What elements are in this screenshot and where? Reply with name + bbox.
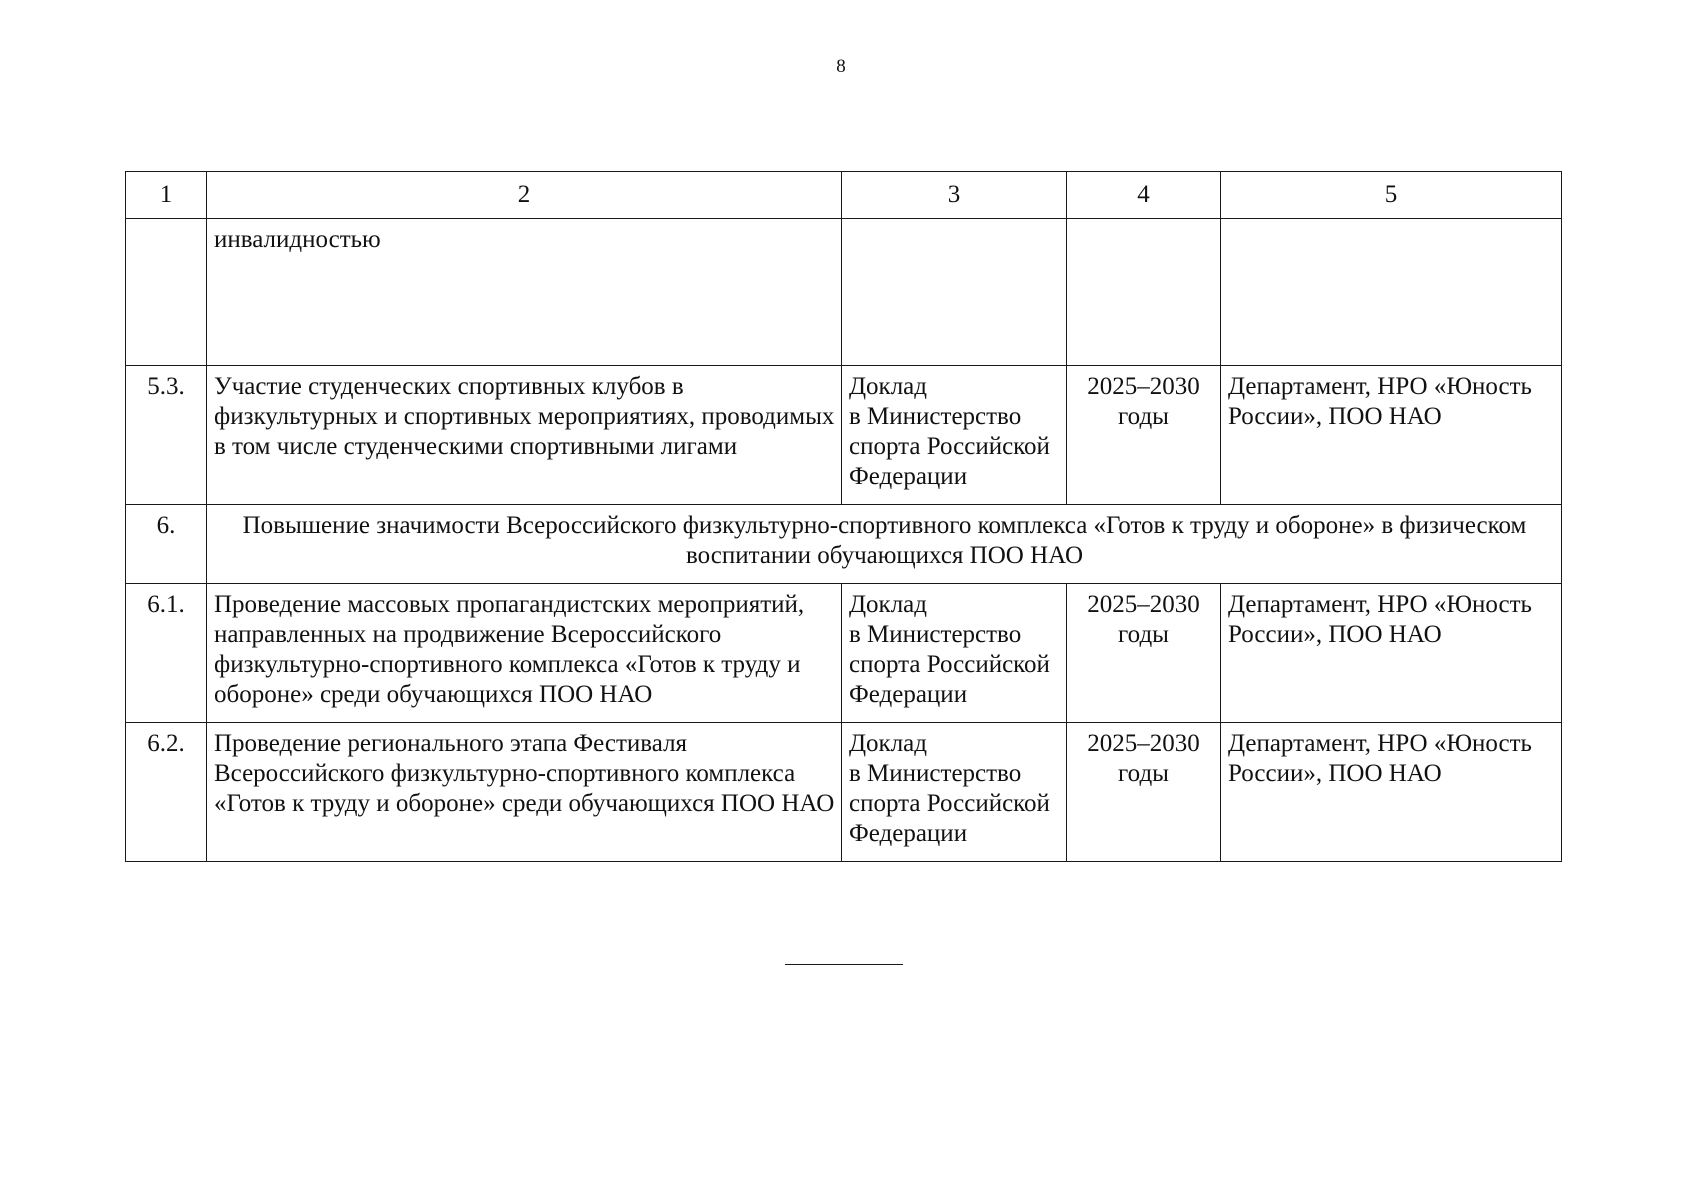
section-title-cell: Повышение значимости Всероссийского физкультурно-спортивного комплекса «Готов к труду и обороне» в физическом воспитании обучающихся ПОО НАО [207, 505, 1562, 584]
responsible-cell [1221, 219, 1562, 366]
result-line: в Министерство [849, 403, 1022, 430]
result-line: Доклад [849, 730, 927, 757]
table-row [126, 584, 1562, 723]
period-years: 2025–2030 [1087, 591, 1200, 618]
row-number-cell [126, 219, 207, 366]
header-cell-2: 2 [207, 172, 842, 219]
result-line: спорта Российской [849, 790, 1050, 817]
result-cell [842, 723, 1067, 862]
event-cell: Проведение массовых пропагандистских мероприятий, направленных на продвижение Всероссийского физкультурно-спортивного комплекса «Готов к труду и обороне» среди обучающихся ПОО НАО [207, 584, 842, 723]
period-cell [1067, 723, 1221, 862]
header-cell-1: 1 [126, 172, 207, 219]
activities-table [125, 171, 1562, 862]
page-number: 8 [836, 56, 846, 77]
responsible-cell: Департамент, НРО «Юность России», ПОО НАО [1221, 366, 1562, 505]
result-line: Доклад [849, 591, 927, 618]
period-cell [1067, 584, 1221, 723]
end-of-document-line [785, 964, 903, 965]
header-cell-4: 4 [1067, 172, 1221, 219]
result-cell [842, 366, 1067, 505]
result-line: в Министерство [849, 621, 1022, 648]
table-header-row [126, 172, 1562, 219]
row-number-cell: 6.1. [126, 584, 207, 723]
event-cell: инвалидностью [207, 219, 842, 366]
row-number-cell: 5.3. [126, 366, 207, 505]
result-line: Федерации [849, 463, 968, 490]
result-cell [842, 219, 1067, 366]
result-line: спорта Российской [849, 651, 1050, 678]
result-line: Доклад [849, 373, 927, 400]
period-unit: годы [1118, 760, 1169, 787]
period-years: 2025–2030 [1087, 373, 1200, 400]
section-row [126, 505, 1562, 584]
event-cell: Проведение регионального этапа Фестиваля Всероссийского физкультурно-спортивного комплекса «Готов к труду и обороне» среди обучающихся ПОО НАО [207, 723, 842, 862]
result-line: в Министерство [849, 760, 1022, 787]
event-cell: Участие студенческих спортивных клубов в физкультурных и спортивных мероприятиях, проводимых в том числе студенческими спортивными лигами [207, 366, 842, 505]
table-row [126, 366, 1562, 505]
result-line: Федерации [849, 820, 968, 847]
responsible-cell: Департамент, НРО «Юность России», ПОО НАО [1221, 723, 1562, 862]
result-cell [842, 584, 1067, 723]
responsible-cell: Департамент, НРО «Юность России», ПОО НАО [1221, 584, 1562, 723]
header-cell-5: 5 [1221, 172, 1562, 219]
period-unit: годы [1118, 621, 1169, 648]
row-number-cell: 6.2. [126, 723, 207, 862]
result-line: Федерации [849, 681, 968, 708]
table-row [126, 723, 1562, 862]
period-cell [1067, 366, 1221, 505]
period-years: 2025–2030 [1087, 730, 1200, 757]
result-line: спорта Российской [849, 433, 1050, 460]
header-cell-3: 3 [842, 172, 1067, 219]
table-row-continued [126, 219, 1562, 366]
period-cell [1067, 219, 1221, 366]
section-number-cell: 6. [126, 505, 207, 584]
period-unit: годы [1118, 403, 1169, 430]
